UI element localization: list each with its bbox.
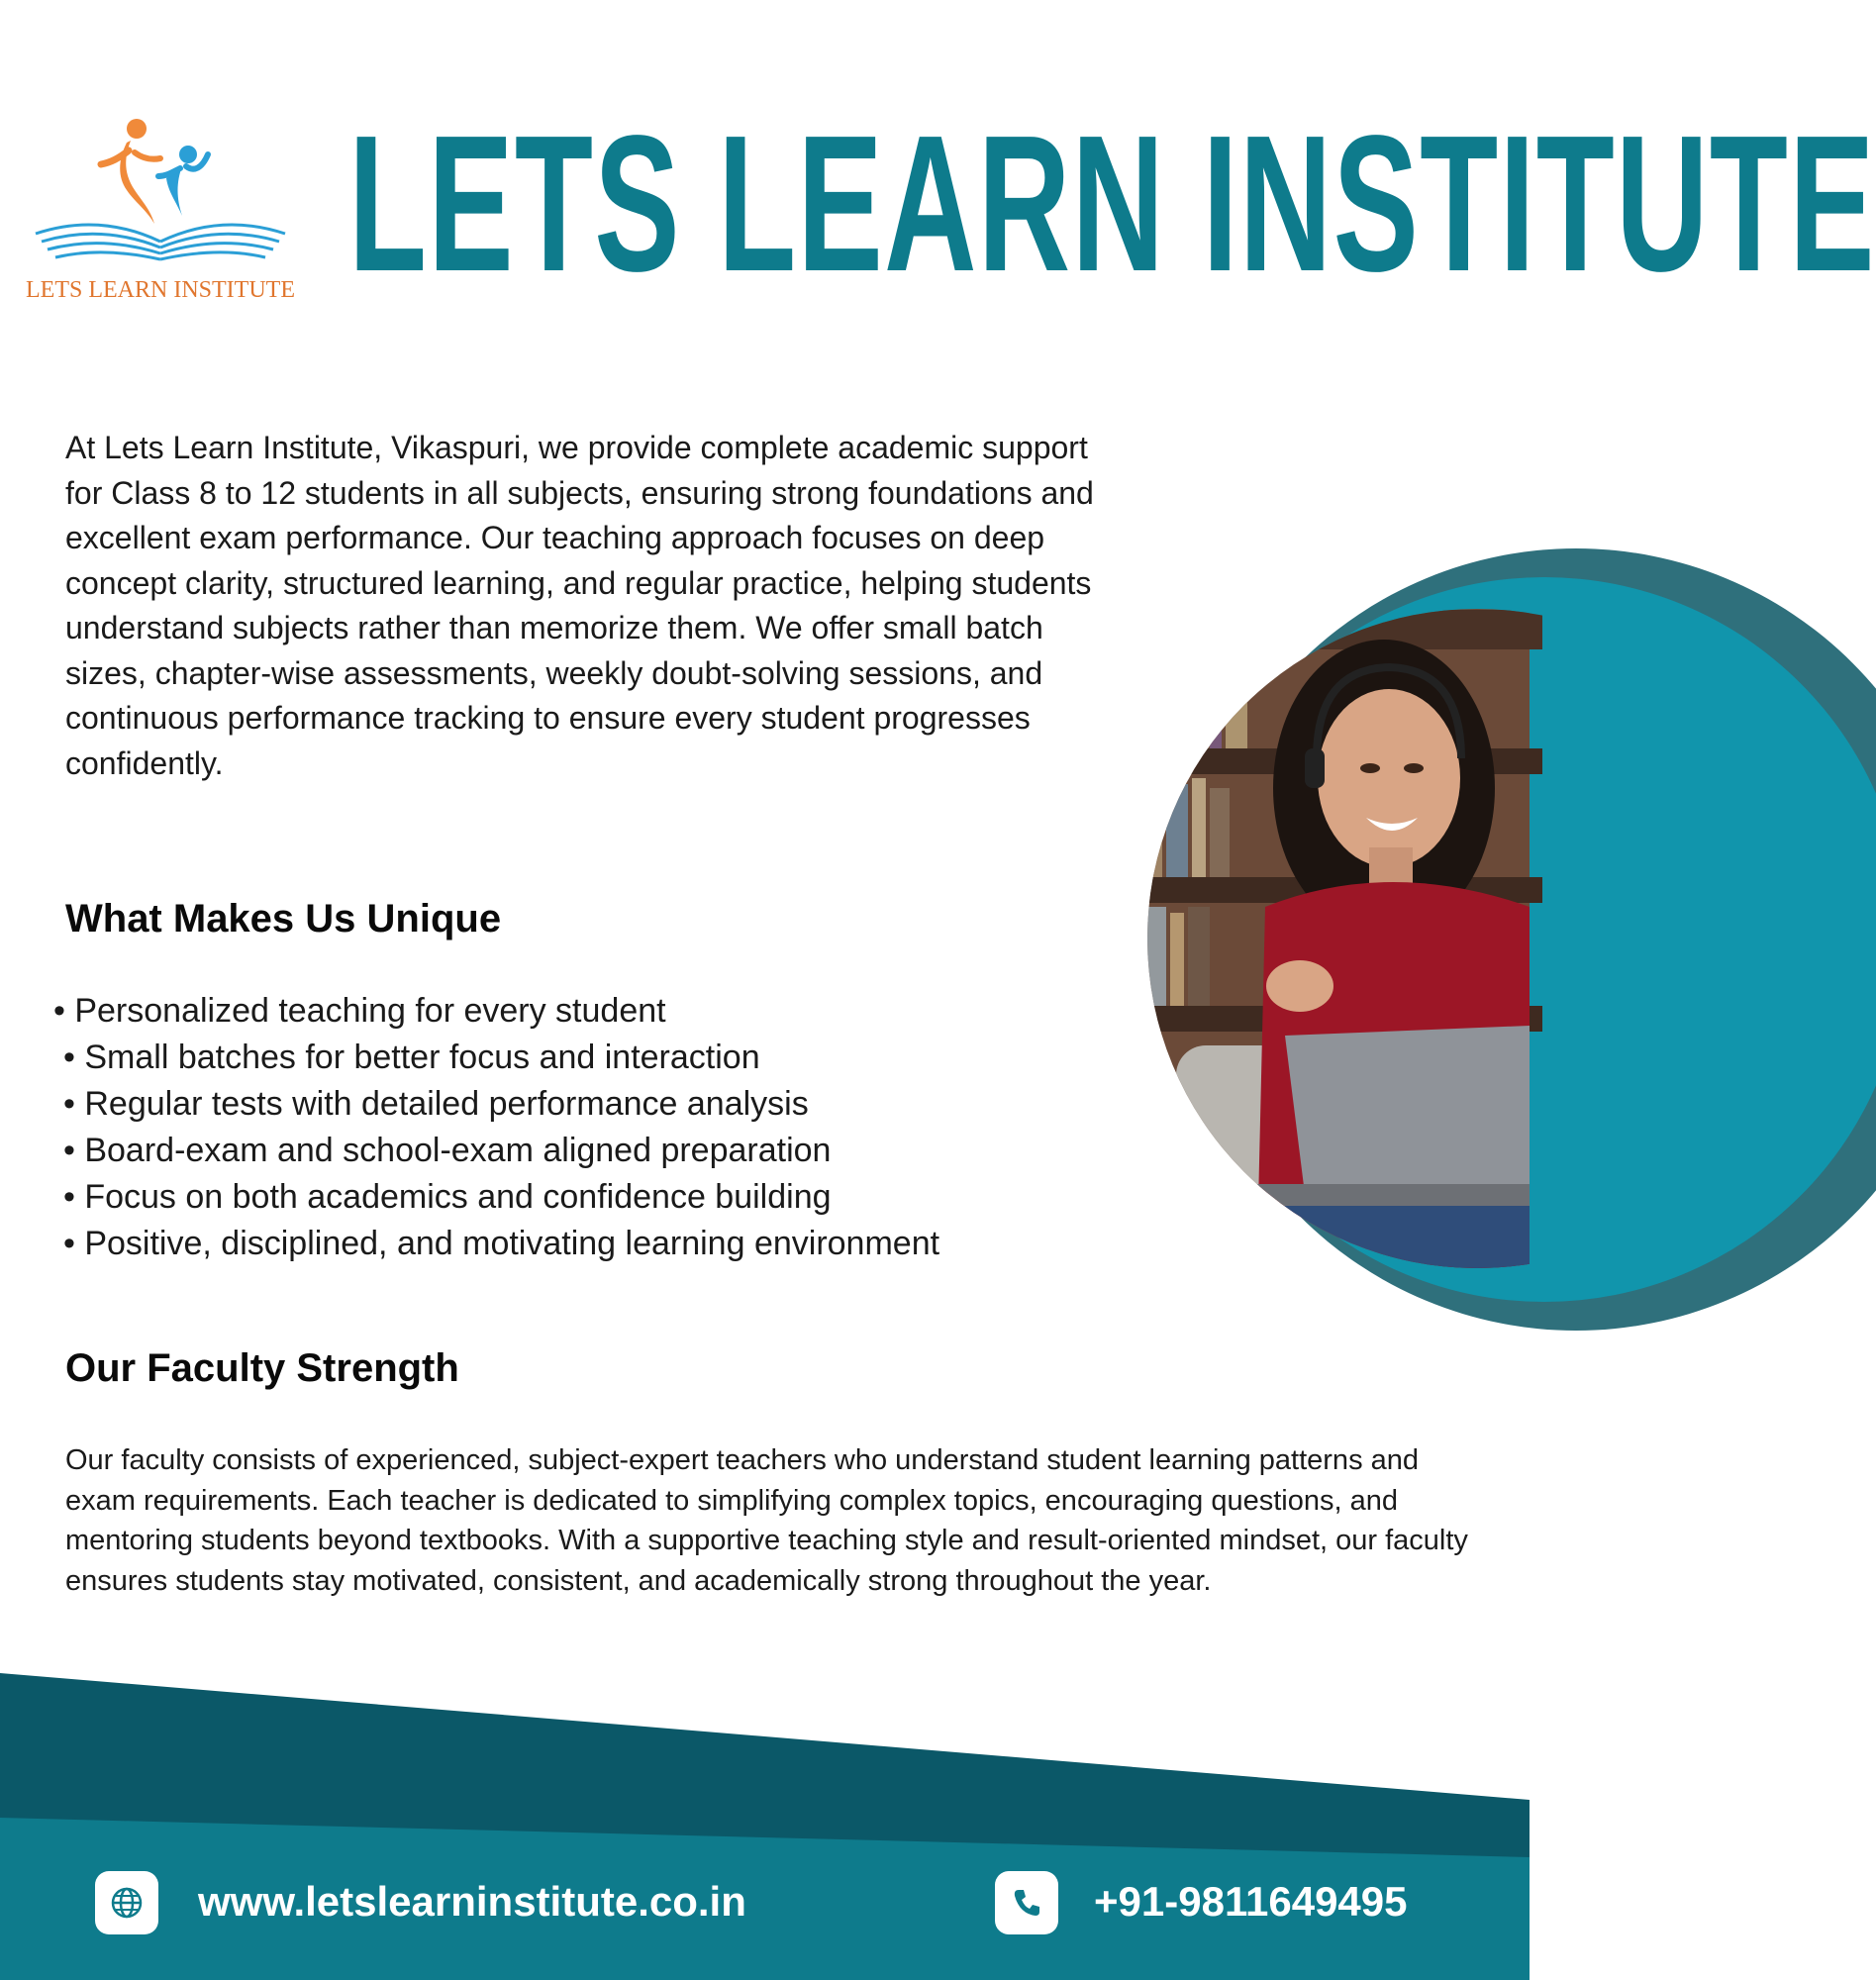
features-list: [53, 988, 1103, 1267]
logo-graphic: [28, 107, 293, 305]
logo-caption: LETS LEARN INSTITUTE: [26, 277, 295, 303]
institute-logo: [28, 107, 293, 305]
footer-background: [0, 1673, 1530, 1980]
list-item: • Small batches for better focus and interaction: [63, 1039, 760, 1076]
website-icon-badge: [95, 1871, 158, 1934]
student-photo: [1087, 550, 1530, 1333]
list-item: • Board-exam and school-exam aligned preparation: [63, 1132, 832, 1169]
faculty-heading: Our Faculty Strength: [65, 1346, 459, 1390]
globe-icon: [110, 1886, 144, 1920]
phone-icon-badge: [995, 1871, 1058, 1934]
phone-icon: [1010, 1886, 1043, 1920]
page-title: LETS LEARN INSTITUTE: [348, 95, 1876, 312]
list-item: • Positive, disciplined, and motivating learning environment: [63, 1225, 940, 1262]
footer-band: [0, 1673, 1530, 1980]
phone-number[interactable]: +91-9811649495: [1094, 1878, 1408, 1925]
faculty-paragraph: Our faculty consists of experienced, subject-expert teachers who understand student learning patterns and exam requirements. Each teacher is dedicated to simplifying complex topics, encouraging questions, and mentoring students beyond textbooks. With a supportive teaching style and result-oriented mindset, our faculty ensures students stay motivated, consistent, and academically strong throughout the year.: [65, 1444, 1468, 1597]
intro-paragraph: At Lets Learn Institute, Vikaspuri, we provide complete academic support for Class 8 to 12 students in all subjects, ensuring strong foundations and excellent exam performance. Our teaching approach focuses on deep concept clarity, structured learning, and regular practice, helping students understand subjects rather than memorize them. We offer small batch sizes, chapter-wise assessments, weekly doubt-solving sessions, and continuous performance tracking to ensure every student progresses confidently.: [65, 430, 1094, 781]
list-item: • Personalized teaching for every student: [53, 992, 666, 1030]
website-link[interactable]: www.letslearninstitute.co.in: [198, 1878, 746, 1925]
unique-heading: What Makes Us Unique: [65, 897, 502, 940]
list-item: • Regular tests with detailed performance analysis: [63, 1085, 809, 1123]
list-item: • Focus on both academics and confidence building: [63, 1178, 832, 1216]
student-photo-frame: [1087, 550, 1530, 1333]
